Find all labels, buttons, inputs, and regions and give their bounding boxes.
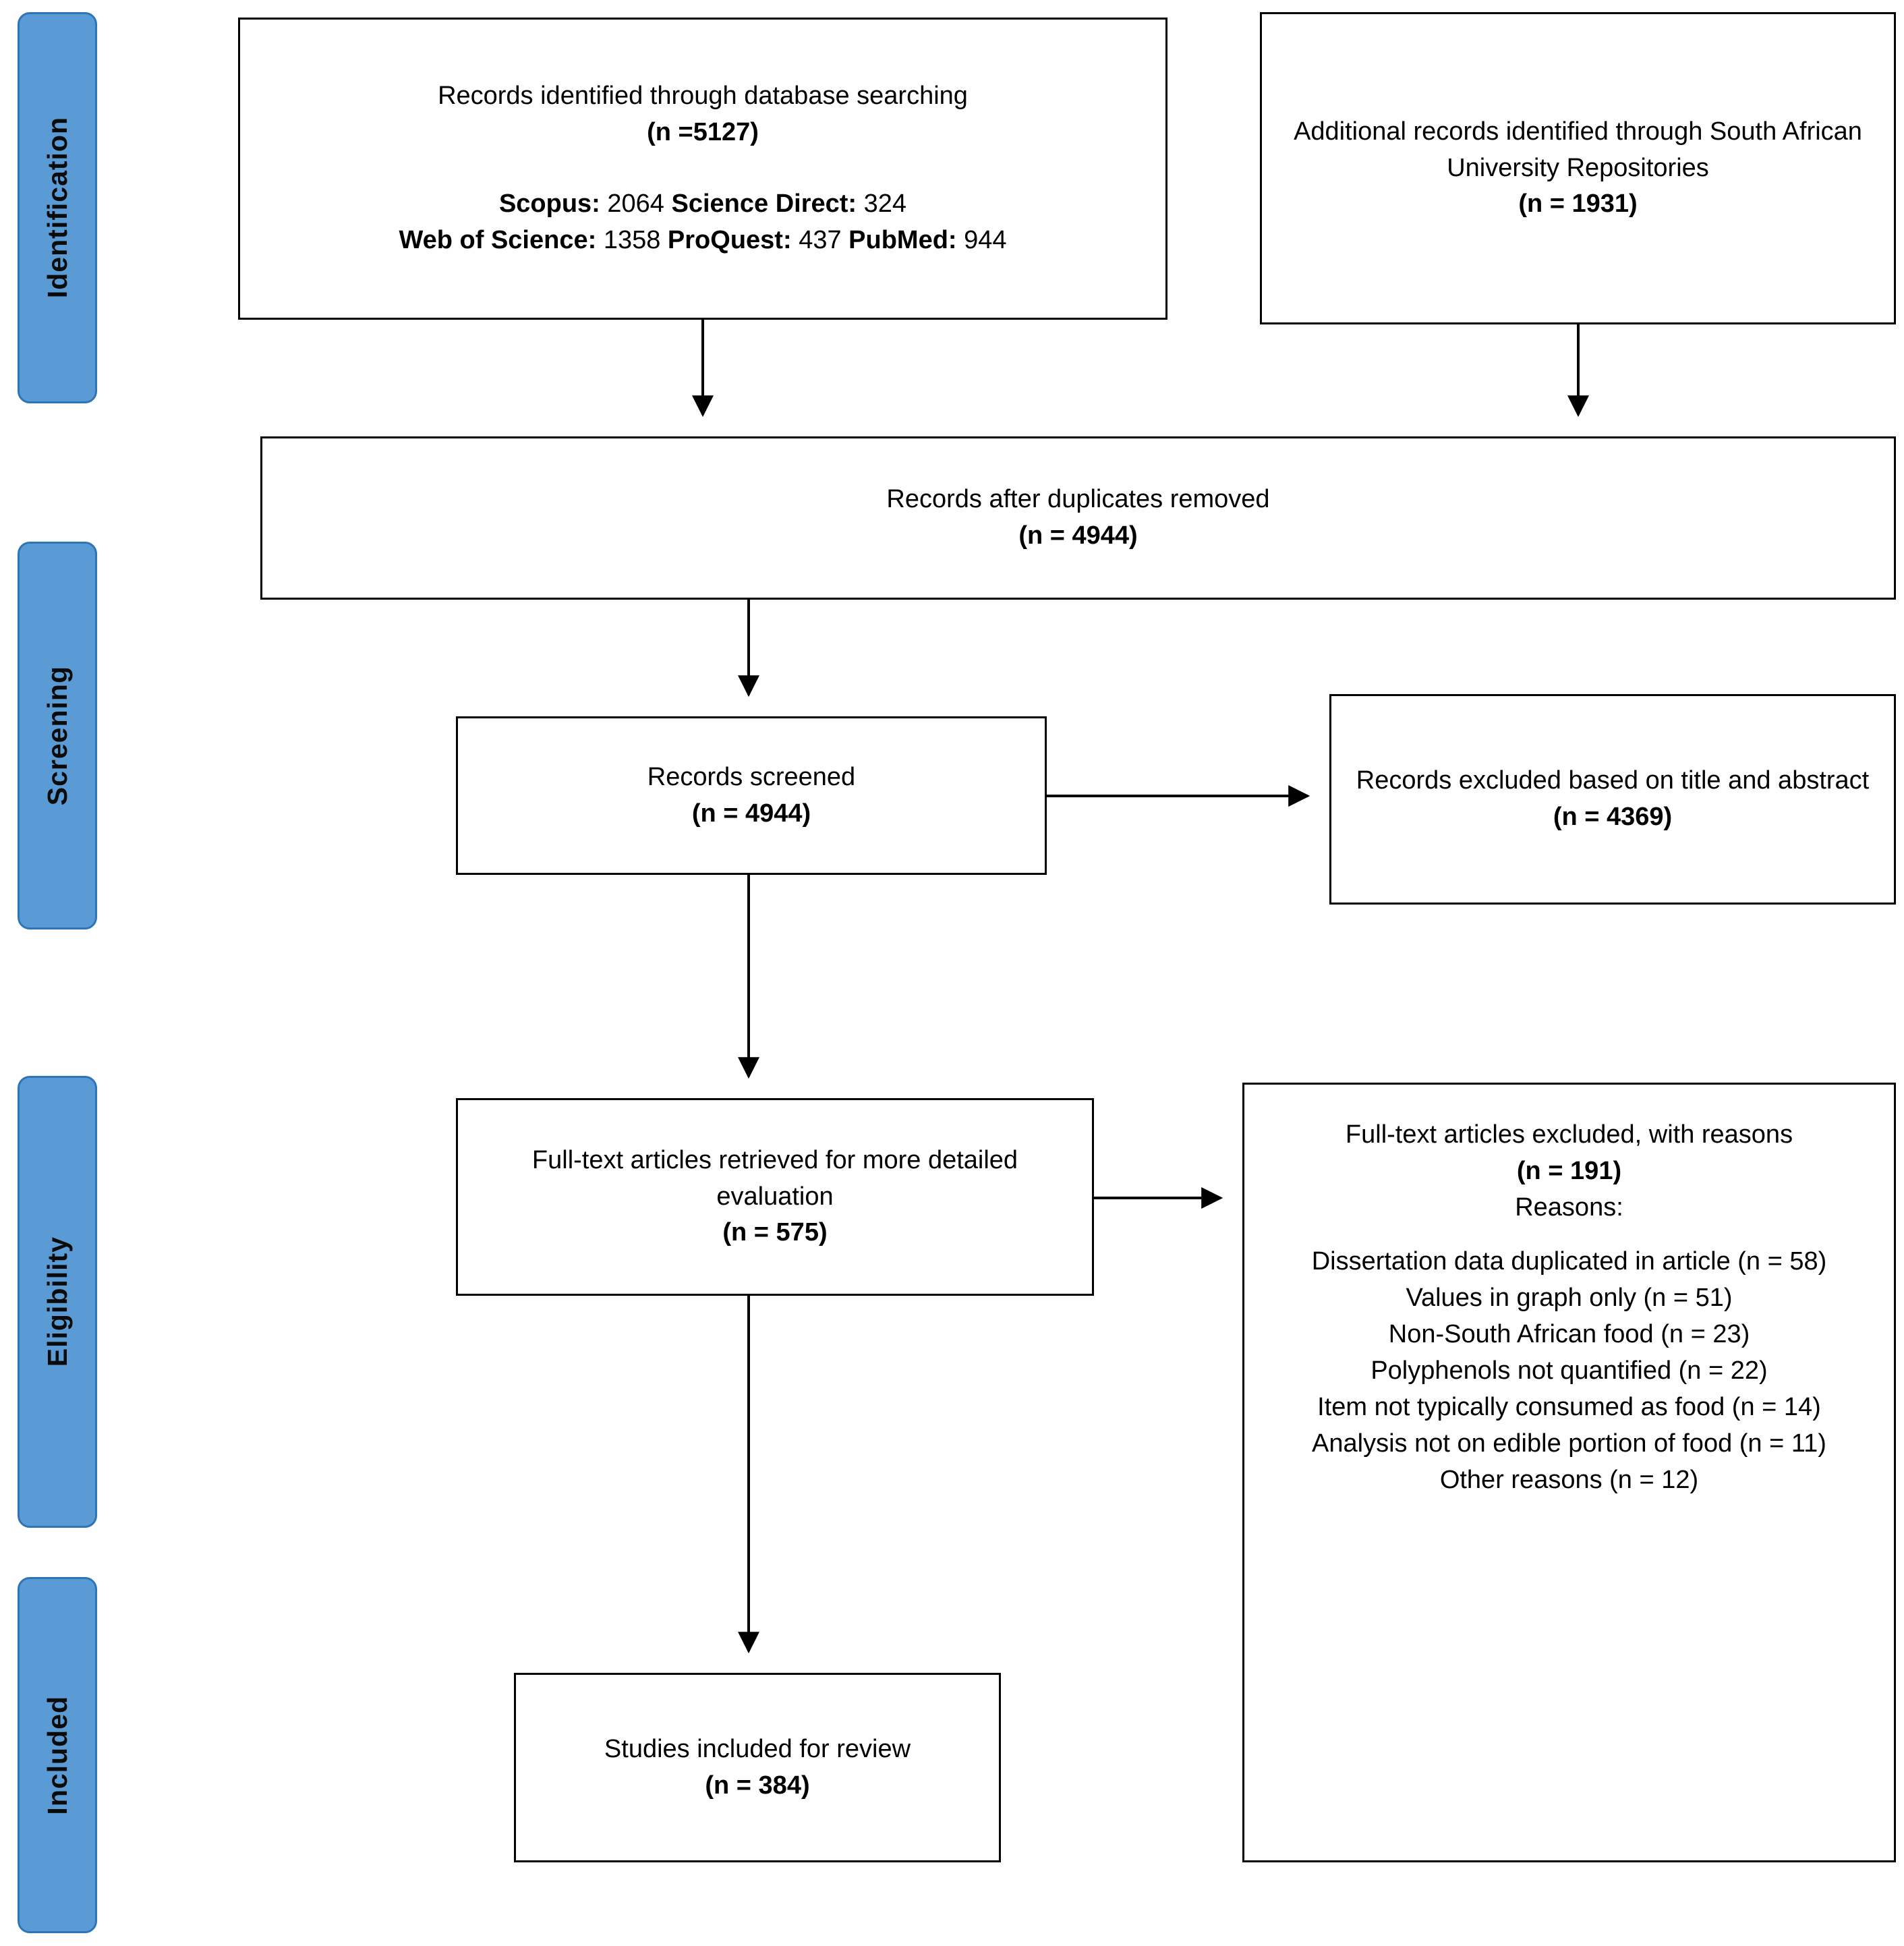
- stage-label-eligibility: [18, 1076, 97, 1528]
- exclusion-reason: Non-South African food (n = 23): [1388, 1319, 1750, 1348]
- exclusion-reason: Polyphenols not quantified (n = 22): [1371, 1356, 1768, 1385]
- source-pubmed-value: 944: [964, 225, 1007, 254]
- box-studies-included: [514, 1673, 1001, 1862]
- fulltext-excluded-title: Full-text articles excluded, with reasons: [1345, 1120, 1793, 1149]
- records-excluded-title: Records excluded based on title and abstract: [1356, 766, 1870, 795]
- source-scopus-value: 2064: [607, 190, 664, 218]
- stage-label-screening-text: Screening: [41, 665, 73, 806]
- studies-included-count: (n = 384): [705, 1771, 810, 1800]
- box-records-excluded-title-abstract: [1329, 694, 1896, 905]
- records-screened-count: (n = 4944): [691, 799, 811, 828]
- exclusion-reason: Values in graph only (n = 51): [1406, 1283, 1733, 1312]
- exclusion-reason: Dissertation data duplicated in article (n = 58): [1311, 1247, 1827, 1276]
- source-proquest-value: 437: [799, 225, 842, 254]
- fulltext-excluded-reasons-label: Reasons:: [1515, 1193, 1623, 1222]
- records-excluded-count: (n = 4369): [1553, 803, 1673, 831]
- fulltext-excluded-count: (n = 191): [1516, 1156, 1622, 1185]
- box-fulltext-retrieved: [456, 1098, 1094, 1296]
- source-scopus-label: Scopus:: [498, 190, 600, 218]
- fulltext-retrieved-count: (n = 575): [722, 1218, 828, 1247]
- stage-label-included: [18, 1577, 97, 1933]
- source-wos-label: Web of Science:: [399, 225, 597, 254]
- stage-label-identification-text: Identification: [41, 117, 73, 299]
- box-duplicates-removed: [260, 436, 1896, 600]
- box-records-identified: [238, 18, 1167, 320]
- fulltext-retrieved-title: Full-text articles retrieved for more detailed evaluation: [531, 1145, 1018, 1211]
- stage-label-screening: [18, 542, 97, 929]
- stage-label-included-text: Included: [41, 1695, 73, 1815]
- additional-records-count: (n = 1931): [1518, 190, 1638, 219]
- box-records-screened: [456, 716, 1047, 875]
- source-wos-value: 1358: [603, 225, 661, 254]
- exclusion-reason: Analysis not on edible portion of food (n = 11): [1312, 1429, 1826, 1458]
- stage-label-eligibility-text: Eligibility: [41, 1236, 73, 1367]
- source-sciencedirect-label: Science Direct:: [671, 190, 857, 218]
- fulltext-excluded-reasons-list: [1312, 1244, 1827, 1499]
- duplicates-removed-count: (n = 4944): [1018, 521, 1138, 550]
- stage-label-identification: [18, 12, 97, 403]
- records-identified-sources-line1: [499, 186, 906, 223]
- source-sciencedirect-value: 324: [863, 190, 907, 218]
- source-pubmed-label: PubMed:: [848, 225, 957, 254]
- records-identified-title: Records identified through database searching: [438, 82, 968, 111]
- exclusion-reason: Other reasons (n = 12): [1439, 1465, 1699, 1494]
- records-identified-sources-line2: [399, 223, 1006, 259]
- exclusion-reason: Item not typically consumed as food (n = 14): [1317, 1392, 1821, 1421]
- studies-included-title: Studies included for review: [604, 1734, 911, 1763]
- records-screened-title: Records screened: [647, 762, 856, 791]
- box-fulltext-excluded: [1242, 1083, 1896, 1862]
- additional-records-title: Additional records identified through South African University Repositories: [1294, 117, 1862, 182]
- source-proquest-label: ProQuest:: [667, 225, 792, 254]
- duplicates-removed-title: Records after duplicates removed: [886, 485, 1270, 514]
- box-additional-records: [1260, 12, 1896, 324]
- records-identified-count: (n =5127): [647, 118, 759, 147]
